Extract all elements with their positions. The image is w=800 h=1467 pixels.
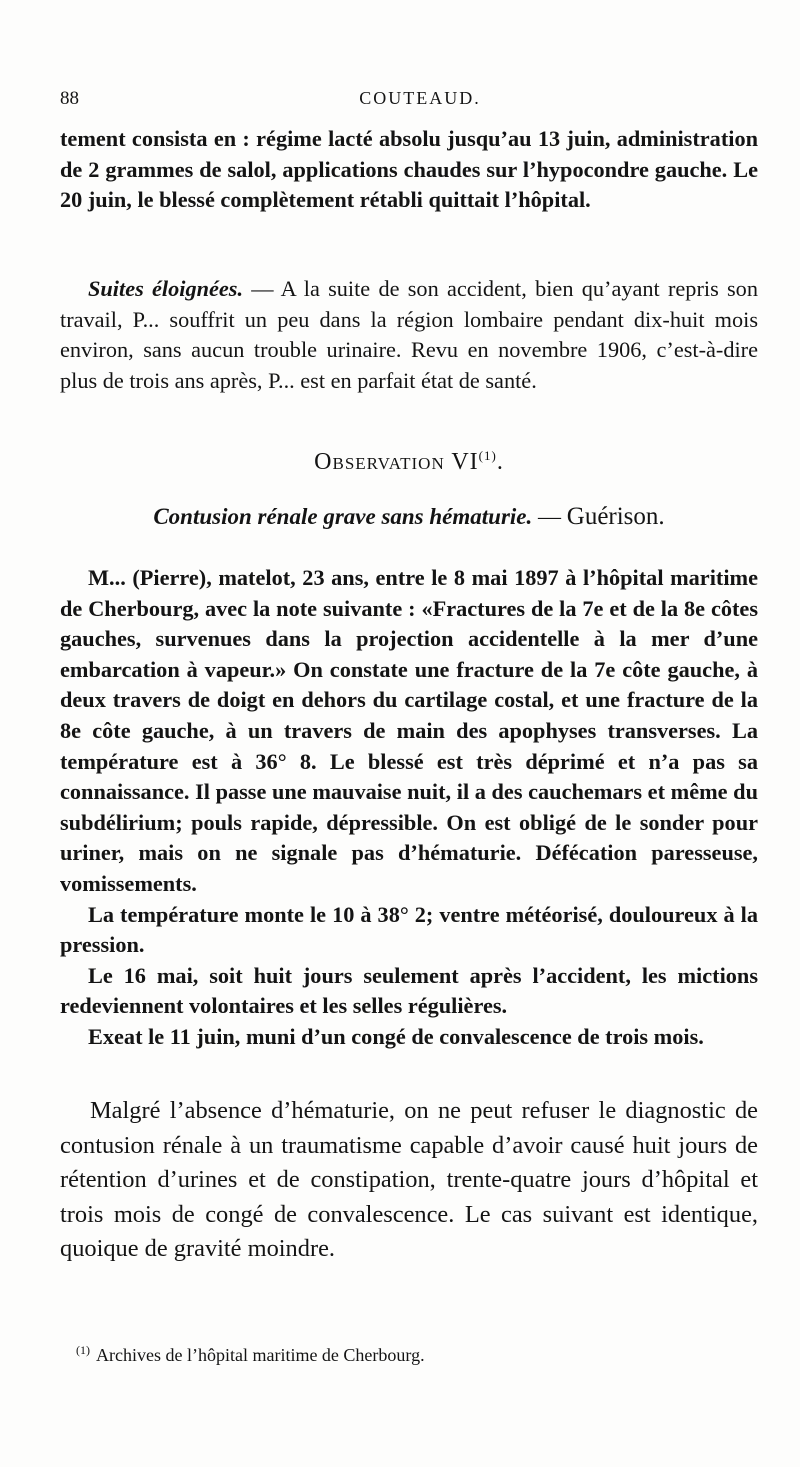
observation-end: . [496,449,504,475]
page-number: 88 [60,88,79,109]
case-dash: — [532,504,567,529]
page-header [60,88,760,116]
case-title: Contusion rénale grave sans hématurie. [153,504,533,529]
footnote-text: Archives de l’hôpital maritime de Cherbourg. [96,1345,425,1365]
observation-heading [60,448,758,476]
case-subtitle [60,503,758,531]
case-report [60,563,758,1053]
case-paragraph: Exeat le 11 juin, muni d’un congé de convalescence de trois mois. [88,1023,704,1049]
case-paragraph: M... (Pierre), matelot, 23 ans, entre le 8 mai 1897 à l’hôpital maritime de Cherbourg, avec la note suivante : «Fractures de la 7e et de la 8e côtes gauches, survenues dans la projection accidentelle à la mer d’une embarcation à vapeur.» On constate une fracture de la 7e côte gauche, à deux travers de doigt en dehors du cartilage costal, et une fracture de la 8e côte gauche, à un travers de main des apophyses transverses. La température est à 36° 8. Le blessé est très déprimé et n’a pas sa connaissance. Il passe une mauvaise nuit, il a des cauchemars et même du subdélirium; pouls rapide, dépressible. On est obligé de le sonder pour uriner, mais on ne signale pas d’hématurie. Défécation paresseuse, vomissements. [60,565,758,896]
conclusion-paragraph: Malgré l’absence d’hématurie, on ne peut refuser le diagnostic de contusion rénale à un traumatisme capable d’avoir causé huit jours de rétention d’urines et de constipation, trente-quatre jours d’hôpital et trois mois de congé de convalescence. Le cas suivant est identique, quoique de gravité moindre. [60,1097,758,1262]
later-course-paragraph [60,274,758,396]
case-paragraph: Le 16 mai, soit huit jours seulement après l’accident, les mictions redeviennent volontaires et les selles régulières. [60,962,758,1019]
footnote [76,1343,756,1366]
footnote-mark: (1) [76,1343,90,1357]
observation-number: VI [451,449,479,475]
paragraph-treatment [60,124,758,216]
observation-note-ref: (1) [478,448,497,463]
paragraph-later-course [60,274,758,396]
later-course-text: — A la suite de son accident, bien qu’ayant repris son travail, P... souffrit un peu dans la région lombaire pendant dix-huit mois environ, sans aucun trouble urinaire. Revu en novembre 1906, c’est-à-dire plus de trois ans après, P... est en parfait état de santé. [60,276,758,393]
running-head: COUTEAUD. [359,88,481,108]
case-result: Guérison. [566,503,665,530]
case-paragraph: La température monte le 10 à 38° 2; ventre météorisé, douloureux à la pression. [60,901,758,958]
later-course-label: Suites éloignées. [88,276,244,301]
paragraph-text: tement consista en : régime lacté absolu jusqu’au 13 juin, administration de 2 grammes de salol, applications chaudes sur l’hypocondre gauche. Le 20 juin, le blessé complètement rétabli quittait l’hôpital. [60,126,758,213]
observation-label: Observation [314,449,445,475]
conclusion [60,1094,758,1267]
